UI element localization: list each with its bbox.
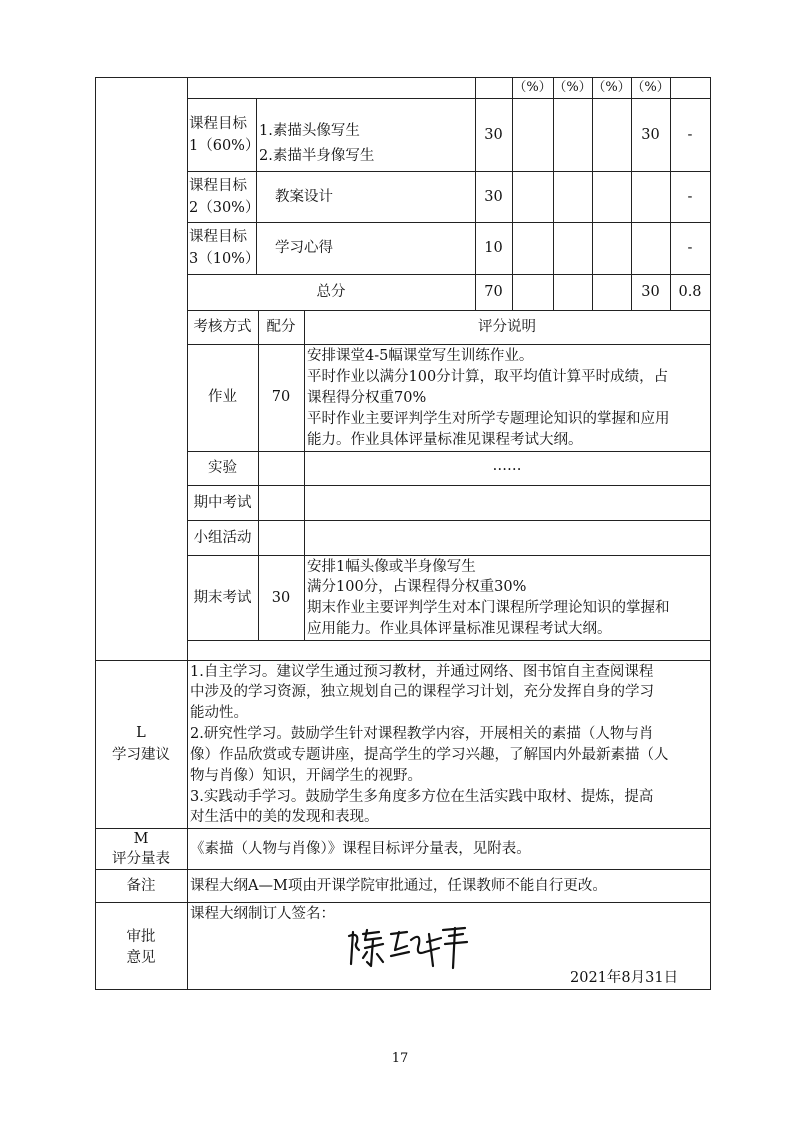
pct-header-3: （%） [592, 80, 631, 95]
goal-2-content: 教案设计 [275, 189, 333, 205]
remark-text: 课程大纲A—M项由开课学院审批通过，任课教师不能自行更改。 [190, 878, 607, 894]
goal-2-dash: - [687, 189, 693, 205]
final-desc-line3: 期末作业主要评判学生对本门课程所学理论知识的掌握和 [307, 600, 670, 616]
homework-weight: 70 [271, 389, 291, 405]
assess-header-desc: 评分说明 [478, 319, 536, 335]
approval-date: 2021年8月31日 [570, 970, 679, 986]
goal-2-label-line2: 2（30%） [189, 200, 260, 216]
goal-3-score: 10 [484, 240, 503, 256]
lab-desc: …… [492, 458, 522, 474]
goal-3-dash: - [687, 240, 693, 256]
homework-desc-line2: 平时作业以满分100分计算，取平均值计算平时成绩，占 [307, 369, 669, 385]
study-line3: 能动性。 [190, 705, 248, 721]
goal-1-dash: - [687, 127, 693, 143]
final-desc-line1: 安排1幅头像或半身像写生 [307, 559, 476, 575]
study-line8: 对生活中的美的发现和表现。 [190, 809, 379, 825]
signer-label: 课程大纲制订人签名： [190, 906, 335, 922]
goal-2-label-line1: 课程目标 [189, 178, 247, 194]
goal-1-final: 30 [641, 127, 660, 143]
study-code: L [136, 725, 146, 741]
pct-header-4: （%） [631, 80, 670, 95]
pct-header-2: （%） [553, 80, 592, 95]
goal-1-label-line1: 课程目标 [189, 116, 247, 132]
group-method: 小组活动 [193, 530, 252, 546]
pct-header-1: （%） [513, 80, 552, 95]
homework-method: 作业 [208, 389, 237, 405]
midterm-method: 期中考试 [193, 495, 252, 511]
goal-1-content-line2: 2.素描半身像写生 [259, 148, 375, 164]
remark-label: 备注 [126, 878, 156, 894]
total-final: 30 [641, 284, 660, 300]
goal-2-score: 30 [484, 189, 503, 205]
lab-method: 实验 [208, 460, 237, 476]
rubric-text: 《素描（人物与肖像）》课程目标评分量表，见附表。 [190, 841, 531, 857]
study-line7: 3.实践动手学习。鼓励学生多角度多方位在生活实践中取材、提炼，提高 [190, 789, 654, 805]
homework-desc-line5: 能力。作业具体评量标准见课程考试大纲。 [307, 432, 583, 448]
final-weight: 30 [271, 590, 291, 606]
handwritten-signature [345, 922, 470, 972]
rubric-label: 评分量表 [112, 851, 170, 867]
final-desc-line2: 满分100分，占课程得分权重30% [307, 579, 527, 595]
homework-desc-line4: 平时作业主要评判学生对所学专题理论知识的掌握和应用 [307, 411, 670, 427]
goal-1-content-line1: 1.素描头像写生 [259, 123, 360, 139]
page-number: 17 [391, 1051, 409, 1066]
rubric-code: M [133, 831, 149, 847]
goal-3-label-line2: 3（10%） [189, 251, 260, 267]
goal-1-label-line2: 1（60%） [189, 138, 260, 154]
study-line5: 像）作品欣赏或专题讲座，提高学生的学习兴趣，了解国内外最新素描（人 [190, 747, 669, 763]
final-desc-line4: 应用能力。作业具体评量标准见课程考试大纲。 [307, 621, 612, 637]
study-label: 学习建议 [112, 747, 170, 763]
final-method: 期末考试 [193, 590, 252, 606]
study-line6: 物与肖像）知识，开阔学生的视野。 [190, 768, 422, 784]
approval-label-line1: 审批 [126, 929, 156, 945]
study-line2: 中涉及的学习资源，独立规划自己的课程学习计划，充分发挥自身的学习 [190, 684, 654, 700]
total-ratio: 0.8 [678, 284, 702, 300]
study-line4: 2.研究性学习。鼓励学生针对课程教学内容，开展相关的素描（人物与肖 [190, 726, 654, 742]
approval-label-line2: 意见 [126, 950, 156, 966]
total-label: 总分 [316, 284, 346, 300]
study-line1: 1.自主学习。建议学生通过预习教材，并通过网络、图书馆自主查阅课程 [190, 664, 654, 680]
assess-header-weight: 配分 [266, 319, 296, 335]
goal-3-label-line1: 课程目标 [189, 229, 247, 245]
assess-header-method: 考核方式 [193, 319, 252, 335]
goal-1-score: 30 [484, 127, 503, 143]
total-score: 70 [484, 284, 503, 300]
homework-desc-line3: 课程得分权重70% [307, 390, 427, 406]
homework-desc-line1: 安排课堂4-5幅课堂写生训练作业。 [307, 348, 534, 364]
goal-3-content: 学习心得 [275, 240, 333, 256]
